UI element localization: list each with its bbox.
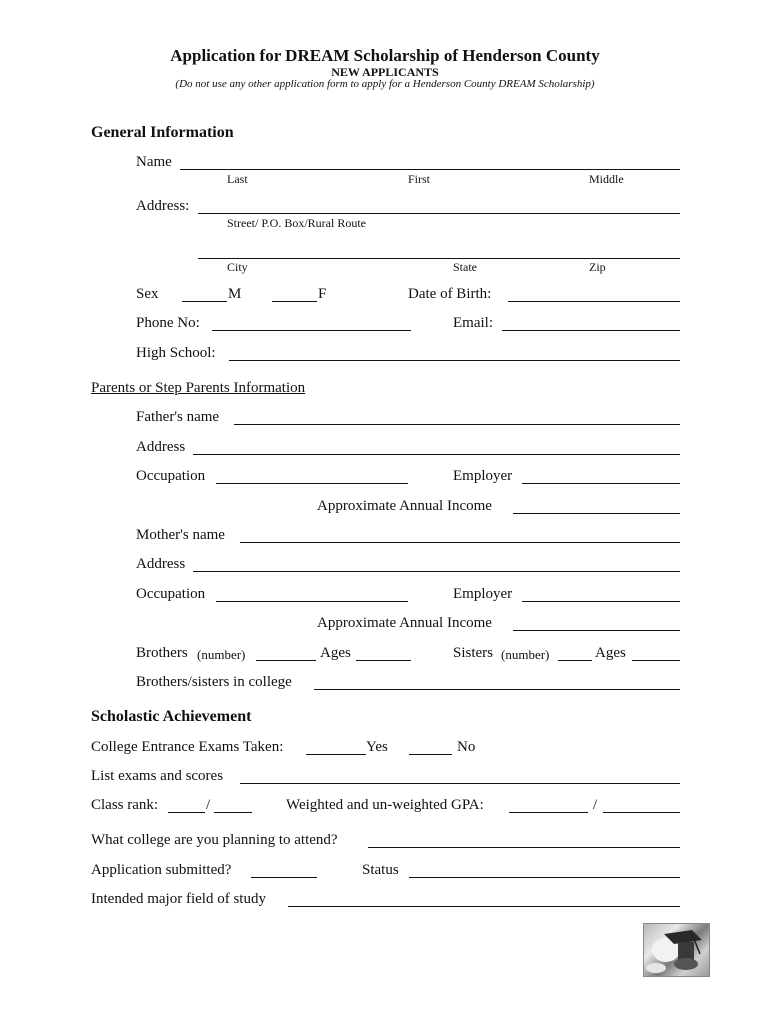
- form-subtitle: NEW APPLICANTS: [331, 65, 439, 79]
- phone-field[interactable]: [212, 330, 411, 331]
- brothers-label: Brothers: [136, 645, 188, 661]
- school-label: High School:: [136, 345, 216, 361]
- mother-employer-label: Employer: [453, 586, 513, 602]
- brothers-ages-label: Ages: [320, 645, 351, 661]
- name-label: Name: [136, 154, 172, 170]
- rank-numerator-field[interactable]: [168, 812, 205, 813]
- form-title: Application for DREAM Scholarship of Henderson County: [170, 46, 600, 65]
- mother-income-field[interactable]: [513, 630, 680, 631]
- sisters-ages-label: Ages: [595, 645, 626, 661]
- exams-yes-label: Yes: [366, 739, 388, 755]
- sex-f-field[interactable]: [272, 301, 317, 302]
- sisters-number-field[interactable]: [558, 660, 592, 661]
- mother-name-field[interactable]: [240, 542, 680, 543]
- father-address-field[interactable]: [193, 454, 680, 455]
- section-scholastic-heading: Scholastic Achievement: [91, 708, 252, 725]
- exams-label: College Entrance Exams Taken:: [91, 739, 284, 755]
- father-name-label: Father's name: [136, 409, 220, 425]
- scores-label: List exams and scores: [91, 768, 224, 784]
- sex-label: Sex: [136, 286, 159, 302]
- sisters-label: Sisters: [453, 645, 494, 661]
- gpa-label: Weighted and un-weighted GPA:: [286, 797, 484, 813]
- sisters-ages-field[interactable]: [632, 660, 680, 661]
- mother-occupation-label: Occupation: [136, 586, 206, 602]
- sex-f-label: F: [318, 286, 327, 302]
- street-caption: Street/ P.O. Box/Rural Route: [227, 216, 366, 230]
- siblings-college-field[interactable]: [314, 689, 680, 690]
- father-occupation-label: Occupation: [136, 468, 206, 484]
- zip-caption: Zip: [589, 260, 606, 274]
- email-label: Email:: [453, 315, 493, 331]
- name-last-caption: Last: [227, 172, 248, 186]
- street-field[interactable]: [198, 213, 680, 214]
- brothers-number-field[interactable]: [256, 660, 316, 661]
- father-employer-field[interactable]: [522, 483, 680, 484]
- mother-address-field[interactable]: [193, 571, 680, 572]
- phone-label: Phone No:: [136, 315, 200, 331]
- mother-name-label: Mother's name: [136, 527, 225, 543]
- father-income-field[interactable]: [513, 513, 680, 514]
- father-address-label: Address: [136, 439, 186, 455]
- exams-no-field[interactable]: [409, 754, 452, 755]
- sisters-number-caption: (number): [501, 647, 550, 662]
- father-name-field[interactable]: [234, 424, 680, 425]
- mother-occupation-field[interactable]: [216, 601, 408, 602]
- graduation-photo-icon: [643, 923, 710, 977]
- father-employer-label: Employer: [453, 468, 513, 484]
- brothers-number-caption: (number): [197, 647, 246, 662]
- name-field[interactable]: [180, 169, 680, 170]
- father-occupation-field[interactable]: [216, 483, 408, 484]
- mother-address-label: Address: [136, 556, 186, 572]
- exams-no-label: No: [457, 739, 476, 755]
- address-label: Address:: [136, 198, 190, 214]
- submitted-field[interactable]: [251, 877, 317, 878]
- name-middle-caption: Middle: [589, 172, 624, 186]
- city-state-zip-field[interactable]: [198, 258, 680, 259]
- state-caption: State: [453, 260, 477, 274]
- rank-label: Class rank:: [91, 797, 159, 813]
- rank-denominator-field[interactable]: [214, 812, 252, 813]
- sex-m-field[interactable]: [182, 301, 227, 302]
- mother-employer-field[interactable]: [522, 601, 680, 602]
- rank-separator: /: [206, 797, 211, 813]
- name-first-caption: First: [408, 172, 431, 186]
- form-note: (Do not use any other application form to apply for a Henderson County DREAM Scholarship): [175, 78, 595, 90]
- school-field[interactable]: [229, 360, 680, 361]
- mother-income-label: Approximate Annual Income: [317, 615, 492, 631]
- sex-m-label: M: [228, 286, 242, 302]
- exams-yes-field[interactable]: [306, 754, 366, 755]
- submitted-label: Application submitted?: [91, 862, 232, 878]
- section-parents-heading: Parents or Step Parents Information: [91, 380, 306, 396]
- gpa-unweighted-field[interactable]: [603, 812, 680, 813]
- gpa-weighted-field[interactable]: [509, 812, 588, 813]
- gpa-separator: /: [593, 797, 598, 813]
- college-label: What college are you planning to attend?: [91, 832, 338, 848]
- major-label: Intended major field of study: [91, 891, 266, 907]
- siblings-college-label: Brothers/sisters in college: [136, 674, 292, 690]
- section-general-heading: General Information: [91, 124, 234, 141]
- status-label: Status: [362, 862, 399, 878]
- dob-label: Date of Birth:: [408, 286, 492, 302]
- major-field[interactable]: [288, 906, 680, 907]
- status-field[interactable]: [409, 877, 680, 878]
- city-caption: City: [227, 260, 248, 274]
- email-field[interactable]: [502, 330, 680, 331]
- college-field[interactable]: [368, 847, 680, 848]
- father-income-label: Approximate Annual Income: [317, 498, 492, 514]
- brothers-ages-field[interactable]: [356, 660, 411, 661]
- scores-field[interactable]: [240, 783, 680, 784]
- dob-field[interactable]: [508, 301, 680, 302]
